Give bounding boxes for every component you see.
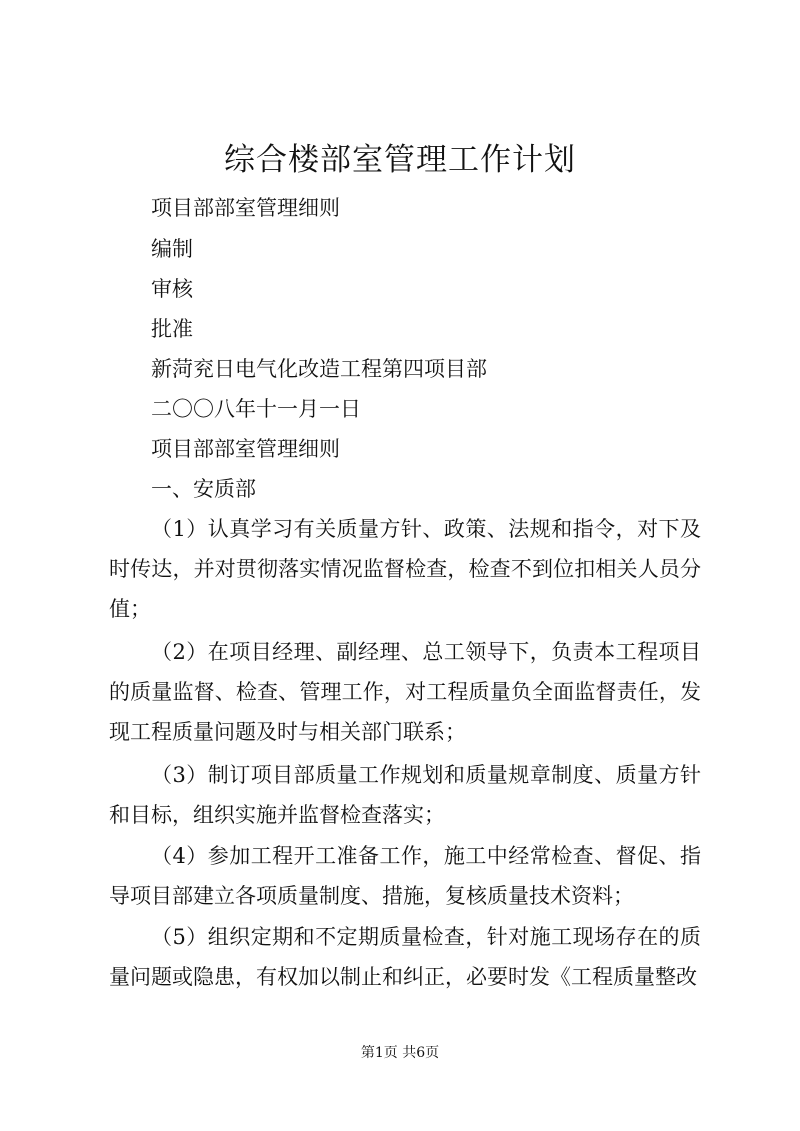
front-line-reviewed-by: 审核 — [151, 277, 193, 301]
page-number-footer: 第1页 共6页 — [360, 1045, 440, 1061]
paragraph-item-5: （5）组织定期和不定期质量检查，针对施工现场存在的质量问题或隐患，有权加以制止和纠正，必要时发《工程质量整改 — [109, 925, 701, 989]
front-line-organization: 新菏兖日电气化改造工程第四项目部 — [151, 357, 487, 381]
front-line-prepared-by: 编制 — [151, 237, 193, 261]
paragraph-item-3: （3）制订项目部质量工作规划和质量规章制度、质量方针和目标，组织实施并监督检查落实； — [109, 763, 701, 827]
front-line-approved-by: 批准 — [151, 317, 193, 341]
front-line-section-title: 项目部部室管理细则 — [151, 437, 340, 461]
front-line-heading-quality-dept: 一、安质部 — [151, 477, 256, 501]
front-line-subtitle: 项目部部室管理细则 — [151, 196, 340, 220]
paragraph-item-4: （4）参加工程开工准备工作，施工中经常检查、督促、指导项目部建立各项质量制度、措施，复核质量技术资料； — [109, 844, 701, 908]
document-title: 综合楼部室管理工作计划 — [224, 142, 576, 178]
paragraph-item-1: （1）认真学习有关质量方针、政策、法规和指令，对下及时传达，并对贯彻落实情况监督检查，检查不到位扣相关人员分值； — [109, 517, 701, 621]
front-line-date: 二〇〇八年十一月一日 — [151, 397, 361, 421]
paragraph-item-2: （2）在项目经理、副经理、总工领导下，负责本工程项目的质量监督、检查、管理工作，对工程质量负全面监督责任，发现工程质量问题及时与相关部门联系； — [109, 640, 701, 744]
